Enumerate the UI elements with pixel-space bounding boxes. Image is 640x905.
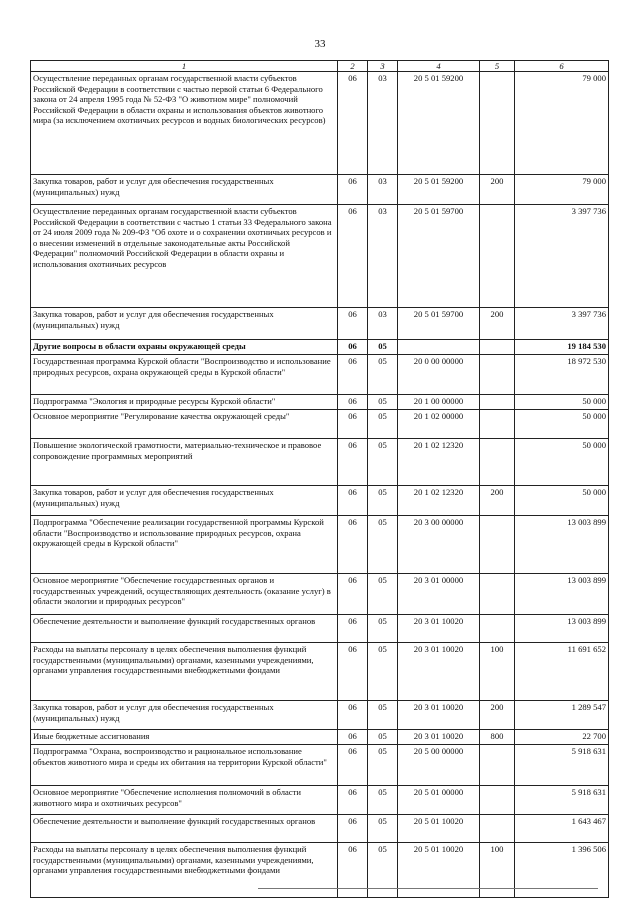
row-target-article: 20 0 00 00000 bbox=[398, 355, 480, 395]
row-section: 06 bbox=[338, 175, 368, 205]
table-row bbox=[31, 410, 609, 439]
row-subsection: 05 bbox=[368, 486, 398, 516]
table-row bbox=[31, 745, 609, 786]
row-target-article: 20 5 01 00000 bbox=[398, 786, 480, 815]
row-name: Повышение экологической грамотности, материально-техническое и правовое сопровождение программных мероприятий bbox=[31, 439, 338, 486]
row-target-article: 20 1 02 12320 bbox=[398, 439, 480, 486]
row-target-article: 20 5 01 10020 bbox=[398, 815, 480, 843]
row-section: 06 bbox=[338, 701, 368, 730]
row-name: Осуществление переданных органам государственной власти субъектов Российской Федерации в соответствии с частью 1 статьи 33 Федерального закона от 24 июля 2009 года № 209-ФЗ "Об охоте и о сохранении охотничьих ресурсов и о внесении изменений в отдельные законодательные акты Российской Федерации" полномочий Российской Федерации в области охраны и использования охотничьих ресурсов bbox=[31, 205, 338, 308]
row-section: 06 bbox=[338, 745, 368, 786]
row-section: 06 bbox=[338, 205, 368, 308]
row-amount: 11 691 652 bbox=[515, 643, 609, 701]
row-name: Закупка товаров, работ и услуг для обеспечения государственных (муниципальных) нужд bbox=[31, 308, 338, 340]
row-expense-type: 200 bbox=[480, 701, 515, 730]
row-subsection: 05 bbox=[368, 843, 398, 898]
row-expense-type bbox=[480, 340, 515, 355]
page-number: 33 bbox=[314, 38, 326, 50]
row-target-article: 20 5 01 59200 bbox=[398, 72, 480, 175]
row-expense-type: 100 bbox=[480, 843, 515, 898]
row-target-article: 20 1 02 00000 bbox=[398, 410, 480, 439]
row-amount: 1 289 547 bbox=[515, 701, 609, 730]
row-name: Закупка товаров, работ и услуг для обеспечения государственных (муниципальных) нужд bbox=[31, 701, 338, 730]
row-name: Подпрограмма "Охрана, воспроизводство и рациональное использование объектов животного мира и среды их обитания на территории Курской области" bbox=[31, 745, 338, 786]
row-amount: 5 918 631 bbox=[515, 786, 609, 815]
row-target-article: 20 1 00 00000 bbox=[398, 395, 480, 410]
row-subsection: 05 bbox=[368, 516, 398, 574]
table-row bbox=[31, 175, 609, 205]
table-header-row bbox=[31, 61, 609, 72]
row-section: 06 bbox=[338, 308, 368, 340]
row-amount: 5 918 631 bbox=[515, 745, 609, 786]
table-row bbox=[31, 815, 609, 843]
bottom-rule bbox=[258, 888, 598, 889]
row-name: Расходы на выплаты персоналу в целях обеспечения выполнения функций государственными (муниципальными) органами, казенными учреждениями, органами управления государственными внебюджетными фондами bbox=[31, 843, 338, 898]
row-subsection: 03 bbox=[368, 72, 398, 175]
row-section: 06 bbox=[338, 574, 368, 615]
row-subsection: 05 bbox=[368, 439, 398, 486]
row-name: Основное мероприятие "Регулирование качества окружающей среды" bbox=[31, 410, 338, 439]
row-section: 06 bbox=[338, 643, 368, 701]
table-row bbox=[31, 72, 609, 175]
row-expense-type bbox=[480, 410, 515, 439]
table-row bbox=[31, 205, 609, 308]
row-section: 06 bbox=[338, 486, 368, 516]
row-section: 06 bbox=[338, 355, 368, 395]
row-amount: 79 000 bbox=[515, 175, 609, 205]
header-amount: 6 bbox=[515, 61, 609, 72]
row-subsection: 03 bbox=[368, 205, 398, 308]
row-section: 06 bbox=[338, 730, 368, 745]
row-target-article: 20 5 01 59700 bbox=[398, 308, 480, 340]
table-row bbox=[31, 340, 609, 355]
row-expense-type bbox=[480, 815, 515, 843]
row-expense-type bbox=[480, 205, 515, 308]
row-amount: 13 003 899 bbox=[515, 574, 609, 615]
row-target-article: 20 5 01 10020 bbox=[398, 843, 480, 898]
header-name: 1 bbox=[31, 61, 338, 72]
row-section: 06 bbox=[338, 439, 368, 486]
row-name: Осуществление переданных органам государственной власти субъектов Российской Федерации в соответствии с частью первой статьи 6 Федерального закона от 24 апреля 1995 года № 52-ФЗ "О животном мире" полномочий Российской Федерации в области охраны и использования объектов животного мира (за исключением охотничьих ресурсов и водных биологических ресурсов) bbox=[31, 72, 338, 175]
row-amount: 18 972 530 bbox=[515, 355, 609, 395]
row-name: Основное мероприятие "Обеспечение исполнения полномочий в области животного мира и охотничьих ресурсов" bbox=[31, 786, 338, 815]
header-section: 2 bbox=[338, 61, 368, 72]
row-subsection: 05 bbox=[368, 615, 398, 643]
table-row bbox=[31, 843, 609, 898]
row-name: Расходы на выплаты персоналу в целях обеспечения выполнения функций государственными (муниципальными) органами, казенными учреждениями, органами управления государственными внебюджетными фондами bbox=[31, 643, 338, 701]
row-amount: 1 643 467 bbox=[515, 815, 609, 843]
row-target-article bbox=[398, 340, 480, 355]
row-expense-type: 100 bbox=[480, 643, 515, 701]
row-section: 06 bbox=[338, 410, 368, 439]
row-subsection: 05 bbox=[368, 574, 398, 615]
row-target-article: 20 3 01 10020 bbox=[398, 643, 480, 701]
header-subsection: 3 bbox=[368, 61, 398, 72]
row-expense-type bbox=[480, 72, 515, 175]
row-amount: 3 397 736 bbox=[515, 308, 609, 340]
row-amount: 50 000 bbox=[515, 410, 609, 439]
row-amount: 79 000 bbox=[515, 72, 609, 175]
row-name: Обеспечение деятельности и выполнение функций государственных органов bbox=[31, 615, 338, 643]
row-expense-type bbox=[480, 439, 515, 486]
table-row bbox=[31, 730, 609, 745]
row-amount: 3 397 736 bbox=[515, 205, 609, 308]
table-row bbox=[31, 516, 609, 574]
row-section: 06 bbox=[338, 516, 368, 574]
row-amount: 1 396 506 bbox=[515, 843, 609, 898]
header-target-article: 4 bbox=[398, 61, 480, 72]
row-section: 06 bbox=[338, 340, 368, 355]
row-expense-type: 200 bbox=[480, 175, 515, 205]
row-name: Основное мероприятие "Обеспечение государственных органов и государственных учреждений, осуществляющих деятельность (оказание услуг) в области экологии и природных ресурсов" bbox=[31, 574, 338, 615]
row-expense-type bbox=[480, 355, 515, 395]
table-row bbox=[31, 395, 609, 410]
row-name: Обеспечение деятельности и выполнение функций государственных органов bbox=[31, 815, 338, 843]
row-amount: 50 000 bbox=[515, 439, 609, 486]
row-name: Государственная программа Курской области "Воспроизводство и использование природных ресурсов, охрана окружающей среды в Курской области" bbox=[31, 355, 338, 395]
table-row bbox=[31, 486, 609, 516]
row-expense-type bbox=[480, 745, 515, 786]
row-subsection: 05 bbox=[368, 340, 398, 355]
row-target-article: 20 3 01 00000 bbox=[398, 574, 480, 615]
table-row bbox=[31, 643, 609, 701]
table-row bbox=[31, 701, 609, 730]
row-expense-type: 200 bbox=[480, 486, 515, 516]
row-amount: 50 000 bbox=[515, 395, 609, 410]
row-expense-type bbox=[480, 574, 515, 615]
row-amount: 13 003 899 bbox=[515, 516, 609, 574]
row-subsection: 05 bbox=[368, 745, 398, 786]
row-expense-type bbox=[480, 395, 515, 410]
row-subsection: 05 bbox=[368, 395, 398, 410]
row-subsection: 05 bbox=[368, 701, 398, 730]
row-target-article: 20 3 01 10020 bbox=[398, 730, 480, 745]
row-name: Другие вопросы в области охраны окружающей среды bbox=[31, 340, 338, 355]
row-target-article: 20 1 02 12320 bbox=[398, 486, 480, 516]
budget-table bbox=[30, 60, 609, 898]
row-section: 06 bbox=[338, 72, 368, 175]
row-section: 06 bbox=[338, 615, 368, 643]
row-target-article: 20 5 01 59700 bbox=[398, 205, 480, 308]
row-name: Закупка товаров, работ и услуг для обеспечения государственных (муниципальных) нужд bbox=[31, 175, 338, 205]
table-row bbox=[31, 615, 609, 643]
row-section: 06 bbox=[338, 843, 368, 898]
row-name: Подпрограмма "Экология и природные ресурсы Курской области" bbox=[31, 395, 338, 410]
row-section: 06 bbox=[338, 395, 368, 410]
table-row bbox=[31, 439, 609, 486]
row-subsection: 05 bbox=[368, 815, 398, 843]
row-target-article: 20 3 01 10020 bbox=[398, 615, 480, 643]
row-name: Подпрограмма "Обеспечение реализации государственной программы Курской области "Воспроизводство и использование природных ресурсов, охрана окружающей среды в Курской области" bbox=[31, 516, 338, 574]
table-row bbox=[31, 574, 609, 615]
row-amount: 13 003 899 bbox=[515, 615, 609, 643]
row-name: Закупка товаров, работ и услуг для обеспечения государственных (муниципальных) нужд bbox=[31, 486, 338, 516]
row-amount: 50 000 bbox=[515, 486, 609, 516]
row-amount: 19 184 530 bbox=[515, 340, 609, 355]
row-expense-type: 200 bbox=[480, 308, 515, 340]
row-section: 06 bbox=[338, 786, 368, 815]
row-subsection: 05 bbox=[368, 355, 398, 395]
row-name: Иные бюджетные ассигнования bbox=[31, 730, 338, 745]
row-expense-type bbox=[480, 786, 515, 815]
row-target-article: 20 5 00 00000 bbox=[398, 745, 480, 786]
row-subsection: 05 bbox=[368, 730, 398, 745]
row-target-article: 20 5 01 59200 bbox=[398, 175, 480, 205]
table-row bbox=[31, 786, 609, 815]
row-section: 06 bbox=[338, 815, 368, 843]
row-expense-type: 800 bbox=[480, 730, 515, 745]
row-subsection: 05 bbox=[368, 410, 398, 439]
row-target-article: 20 3 00 00000 bbox=[398, 516, 480, 574]
row-subsection: 05 bbox=[368, 643, 398, 701]
row-target-article: 20 3 01 10020 bbox=[398, 701, 480, 730]
row-expense-type bbox=[480, 516, 515, 574]
row-expense-type bbox=[480, 615, 515, 643]
table-row bbox=[31, 355, 609, 395]
row-amount: 22 700 bbox=[515, 730, 609, 745]
table-body bbox=[31, 72, 609, 898]
row-subsection: 03 bbox=[368, 308, 398, 340]
header-expense-type: 5 bbox=[480, 61, 515, 72]
row-subsection: 05 bbox=[368, 786, 398, 815]
table-row bbox=[31, 308, 609, 340]
row-subsection: 03 bbox=[368, 175, 398, 205]
